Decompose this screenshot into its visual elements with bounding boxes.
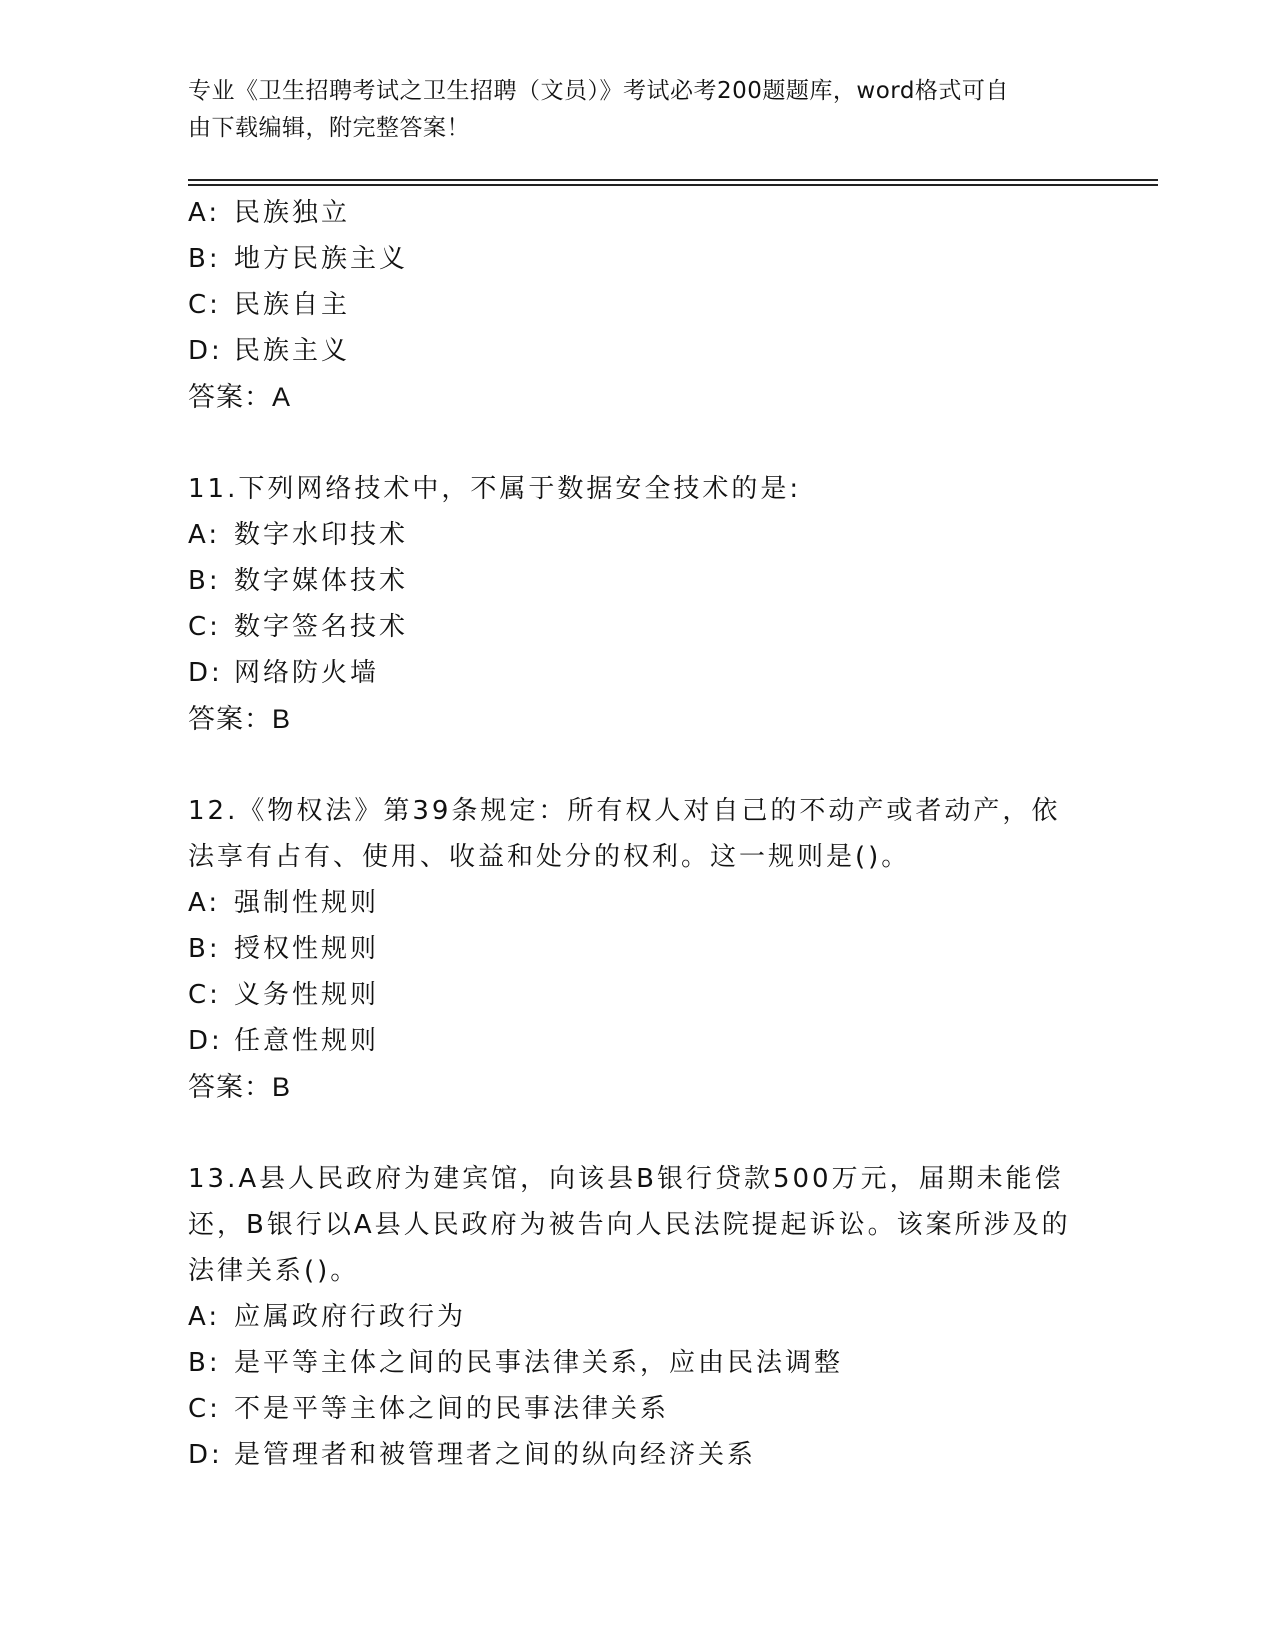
option-c [188,282,1118,328]
option-key: A: [188,1302,221,1332]
spacer [188,420,1118,466]
option-key: C: [188,1394,221,1424]
option-key: B: [188,1348,221,1378]
option-text: 应属政府行政行为 [234,1302,467,1332]
option-b [188,236,1118,282]
option-key: D: [188,336,223,366]
option-key: A: [188,888,221,918]
header-divider-bottom [188,184,1158,186]
option-text: 民族主义 [234,336,351,366]
question-list [188,190,1118,1478]
option-text: 民族自主 [234,290,351,320]
question-text: 11.下列网络技术中，不属于数据安全技术的是: [188,474,802,504]
answer-line: 答案：B [188,1072,292,1102]
option-text: 强制性规则 [234,888,380,918]
option-d [188,1018,1118,1064]
option-a [188,190,1118,236]
header-divider-top [188,179,1158,181]
option-text: 地方民族主义 [234,244,409,274]
option-c [188,1386,1118,1432]
option-text: 是管理者和被管理者之间的纵向经济关系 [234,1440,757,1470]
question-13 [188,1156,1118,1478]
option-key: A: [188,520,221,550]
option-c [188,972,1118,1018]
option-d [188,328,1118,374]
spacer [188,1110,1118,1156]
question-12 [188,788,1118,1110]
option-key: A: [188,198,221,228]
option-key: B: [188,934,221,964]
option-key: D: [188,1026,223,1056]
question-text-line-3: 法律关系()。 [188,1256,360,1286]
option-text: 数字水印技术 [234,520,409,550]
option-key: B: [188,244,221,274]
option-a [188,880,1118,926]
option-key: D: [188,658,223,688]
question-text-line-1: 12.《物权法》第39条规定：所有权人对自己的不动产或者动产，依 [188,796,1061,826]
option-key: C: [188,290,221,320]
option-text: 网络防火墙 [234,658,380,688]
option-key: C: [188,980,221,1010]
option-key: B: [188,566,221,596]
header-line-1: 专业《卫生招聘考试之卫生招聘（文员）》考试必考200题题库，word格式可自 [188,78,1009,104]
option-text: 义务性规则 [234,980,380,1010]
option-c [188,604,1118,650]
option-text: 任意性规则 [234,1026,380,1056]
header-line-2: 由下载编辑，附完整答案！ [188,115,470,141]
option-b [188,1340,1118,1386]
answer-line: 答案：B [188,704,292,734]
option-key: D: [188,1440,223,1470]
option-d [188,1432,1118,1478]
option-text: 数字签名技术 [234,612,409,642]
option-b [188,926,1118,972]
question-text-line-2: 还，B银行以A县人民政府为被告向人民法院提起诉讼。该案所涉及的 [188,1210,1071,1240]
spacer [188,742,1118,788]
option-a [188,512,1118,558]
question-11 [188,466,1118,742]
option-text: 数字媒体技术 [234,566,409,596]
question-10 [188,190,1118,420]
option-text: 是平等主体之间的民事法律关系，应由民法调整 [234,1348,844,1378]
option-key: C: [188,612,221,642]
question-text-line-1: 13.A县人民政府为建宾馆，向该县B银行贷款500万元，届期未能偿 [188,1164,1064,1194]
answer-line: 答案：A [188,382,292,412]
option-text: 民族独立 [234,198,351,228]
question-text-line-2: 法享有占有、使用、收益和处分的权利。这一规则是()。 [188,842,911,872]
document-header [188,73,1088,147]
option-d [188,650,1118,696]
option-text: 授权性规则 [234,934,380,964]
option-text: 不是平等主体之间的民事法律关系 [234,1394,670,1424]
option-a [188,1294,1118,1340]
option-b [188,558,1118,604]
